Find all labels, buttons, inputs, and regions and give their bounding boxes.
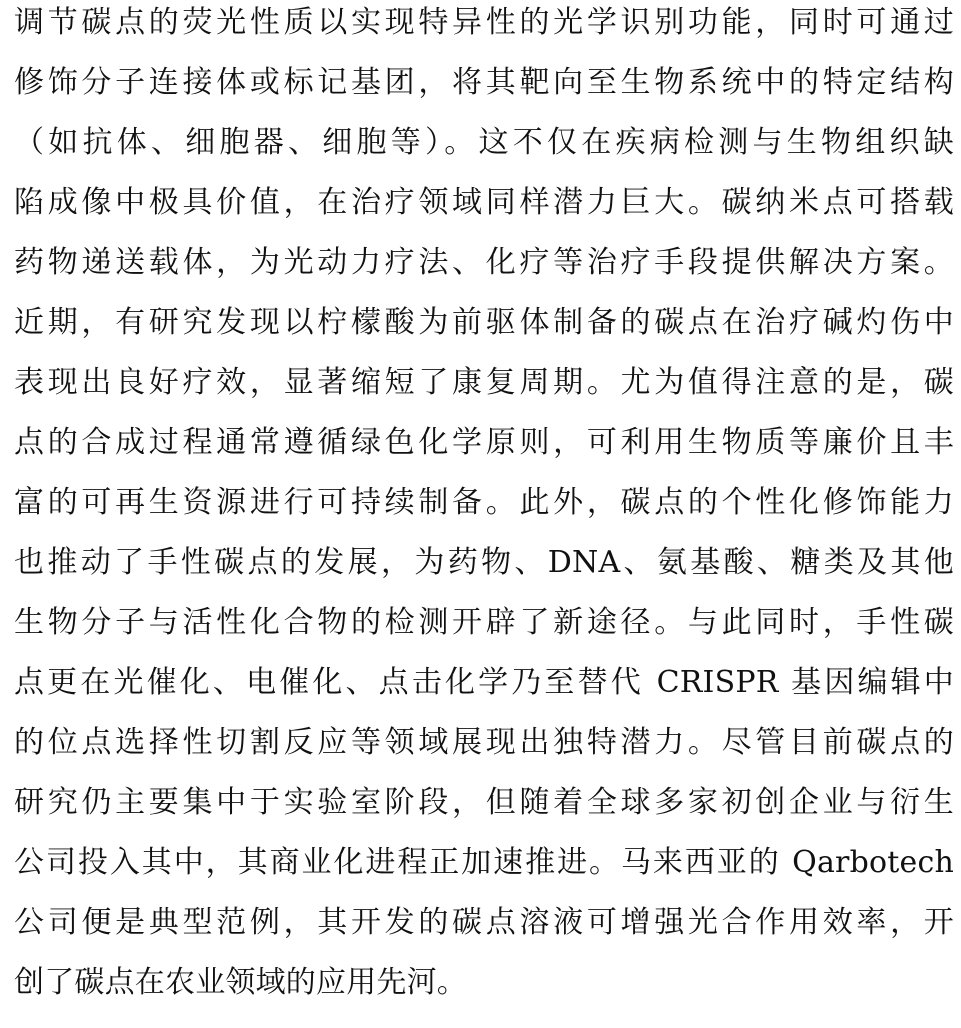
text-line: 公司投入其中，其商业化进程正加速推进。马来西亚的 Qarbotech	[14, 846, 954, 880]
text-line: 也推动了手性碳点的发展，为药物、DNA、氨基酸、糖类及其他	[14, 546, 954, 580]
text-line: 的位点选择性切割反应等领域展现出独特潜力。尽管目前碳点的	[14, 726, 954, 760]
text-line: （如抗体、细胞器、细胞等）。这不仅在疾病检测与生物组织缺	[14, 126, 954, 160]
text-line: 生物分子与活性化合物的检测开辟了新途径。与此同时，手性碳	[14, 606, 954, 640]
text-line: 药物递送载体，为光动力疗法、化疗等治疗手段提供解决方案。	[14, 246, 954, 280]
text-line: 富的可再生资源进行可持续制备。此外，碳点的个性化修饰能力	[14, 486, 954, 520]
text-line: 研究仍主要集中于实验室阶段，但随着全球多家初创企业与衍生	[14, 786, 954, 820]
text-line: 修饰分子连接体或标记基团，将其靶向至生物系统中的特定结构	[14, 66, 954, 100]
text-line: 点更在光催化、电催化、点击化学乃至替代 CRISPR 基因编辑中	[14, 666, 954, 700]
text-line: 公司便是典型范例，其开发的碳点溶液可增强光合作用效率，开	[14, 906, 954, 940]
text-line: 调节碳点的荧光性质以实现特异性的光学识别功能，同时可通过	[14, 6, 954, 40]
text-line: 创了碳点在农业领域的应用先河。	[14, 966, 467, 1000]
text-line: 近期，有研究发现以柠檬酸为前驱体制备的碳点在治疗碱灼伤中	[14, 306, 954, 340]
text-line: 点的合成过程通常遵循绿色化学原则，可利用生物质等廉价且丰	[14, 426, 954, 460]
text-line: 陷成像中极具价值，在治疗领域同样潜力巨大。碳纳米点可搭载	[14, 186, 954, 220]
text-line: 表现出良好疗效，显著缩短了康复周期。尤为值得注意的是，碳	[14, 366, 954, 400]
